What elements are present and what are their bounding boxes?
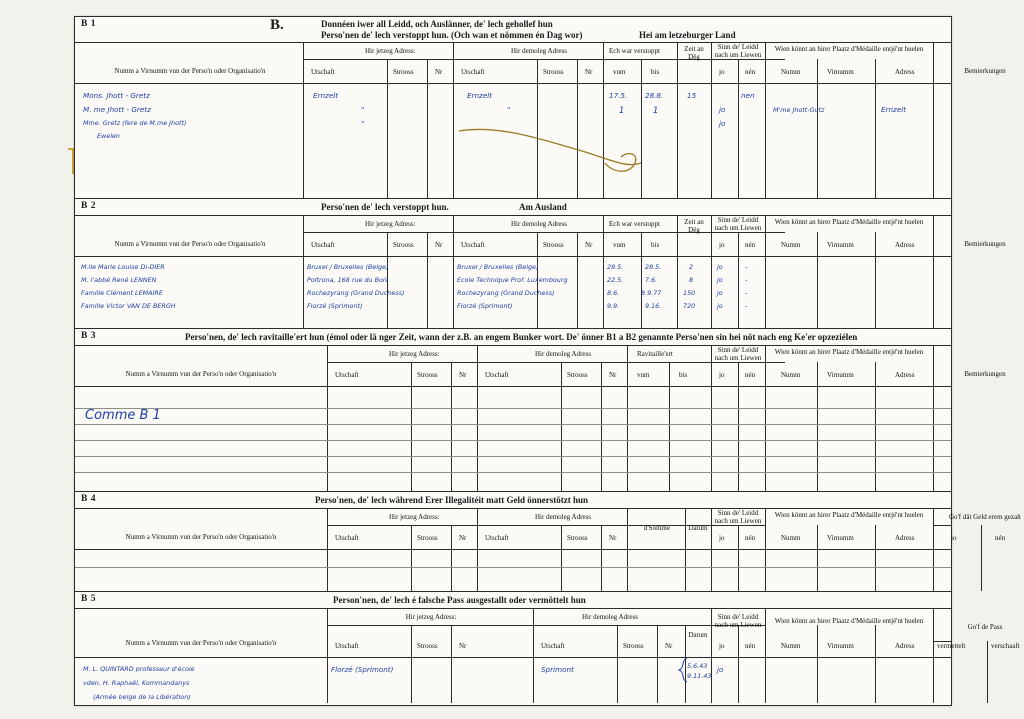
b4-col-sum: d'Somme	[643, 524, 671, 532]
b5-sub-street-2: Strooss	[623, 642, 644, 650]
b3-sub-from: vum	[637, 371, 650, 379]
b2-row2-former: Ecole Technique Prof. Luxembourg	[457, 276, 568, 284]
b2-col-remarks: Bemierkungen	[964, 240, 1006, 248]
b2-sub-street: Strooss	[393, 241, 414, 249]
b2-row2-to: 7.6.	[645, 276, 658, 284]
b5-col-pass-received: Go'f de Pass	[967, 623, 1003, 631]
b5-sub-pass-mediated: vermettelt	[937, 642, 966, 650]
b1-sub-yes: jo	[719, 68, 725, 76]
b2-header	[75, 199, 951, 216]
b2-col-sense: Sinn de' Leidd nach um Liewen	[714, 216, 762, 233]
b5-row1-alive-yes: jo	[717, 665, 724, 674]
b2-row1-former: Bruxel / Bruxelles (Belge)	[457, 263, 539, 271]
b4-table	[75, 509, 1021, 591]
b4-sub-town-2: Utschaft	[485, 534, 509, 542]
b1-row2-name: M. me Jhott - Gretz	[83, 105, 151, 114]
b3-sub-yes: jo	[719, 371, 725, 379]
b4-col-sense: Sinn de' Leidd nach um Liewen	[714, 509, 762, 526]
b5-sub-address: Adress	[895, 642, 915, 650]
b2-row2-from: 22.5.	[607, 276, 624, 284]
b2-col-hidden-when: Ech war verstoppt	[609, 220, 660, 228]
b4-title: Perso'nen, de' lech während Erer Illegalitéit matt Geld önnerstötzt hun	[315, 495, 588, 505]
b2-col-name: Numm a Virnumm vun der Perso'n oder Organisatio'n	[114, 240, 266, 248]
b5-sub-pass-procured: verschaaft	[991, 642, 1020, 650]
b2-sub-street-2: Strooss	[543, 241, 564, 249]
b1-row3-alive-yes: jo	[719, 119, 726, 128]
b2-col-days: Zeit an Dëg	[684, 218, 704, 235]
b5-row1-name: M. L. QUINTARD professeur d'école	[83, 665, 195, 673]
b5-title: Person'nen, de' lech é falsche Pass ausgestallt oder vermöttelt hun	[333, 595, 586, 605]
b4-col-former-address: Hir demoleg Adress	[535, 513, 591, 521]
b2-row1-alive-yes: jo	[717, 263, 723, 271]
b3-col-revitalized: Ravitaille'ert	[637, 350, 673, 358]
b3-col-former-address: Hir demoleg Adress	[535, 350, 591, 358]
b1-col-days: Zeit an Dëg	[684, 45, 704, 62]
b4-col-money-back: Go'f dät Geld erem gezalt	[948, 513, 1021, 521]
b3-col-current-address: Hir jetzeg Adress:	[389, 350, 440, 358]
b1-col-sense: Sinn de' Leidd nach um Liewen	[714, 43, 762, 60]
b1-sub-no: nén	[745, 68, 756, 76]
b3-sub-street-2: Strooss	[567, 371, 588, 379]
block-b1	[75, 17, 1006, 199]
b5-code: B 5	[81, 594, 96, 604]
b4-sub-name: Numm	[781, 534, 801, 542]
b1-row2-from: 1	[619, 105, 625, 115]
form-paper	[74, 16, 1021, 706]
b2-sub-firstname: Virnumm	[827, 241, 854, 249]
b2-row2-current: Poltrona, 168 rue du Bois	[307, 276, 389, 284]
b5-sub-name: Numm	[781, 642, 801, 650]
b3-col-name: Numm a Virnumm vun der Perso'n oder Organisatio'n	[125, 370, 277, 378]
b3-sub-address: Adress	[895, 371, 915, 379]
b1-row1-current-town: Ernzelt	[313, 91, 339, 100]
b2-row4-name: Famille Victor VAN DE BERGH	[81, 302, 176, 310]
b1-code: B 1	[81, 19, 96, 29]
b1-sub-from: vum	[613, 68, 626, 76]
b5-sub-yes: jo	[719, 642, 725, 650]
b1-sub-to: bis	[651, 68, 660, 76]
b2-sub-nr: Nr	[435, 241, 443, 249]
b4-sub-street-2: Strooss	[567, 534, 588, 542]
b5-row1-date1: 5.6.43	[687, 662, 708, 670]
b2-row4-to: 9.16.	[645, 302, 662, 310]
b1-row1-from: 17.5.	[609, 91, 628, 100]
b1-title-line2: Perso'nen de' lech verstoppt hun. (Och wan et nömmen én Dag wor)	[321, 30, 583, 40]
b4-sub-yes: jo	[719, 534, 725, 542]
b1-row3-name: Mme. Gretz (fere de M.me Jhott)	[83, 119, 187, 127]
b2-row1-name: M.lle Marie Louise Di-DIER	[81, 263, 165, 271]
b1-sub-town: Utschaft	[311, 68, 335, 76]
b3-sub-nr: Nr	[459, 371, 467, 379]
b3-sub-street: Strooss	[417, 371, 438, 379]
b2-row4-current: Florzé (Sprimont)	[307, 302, 363, 310]
b3-sub-firstname: Virnumm	[827, 371, 854, 379]
b1-row3-current-town: "	[361, 119, 365, 128]
block-b5	[75, 592, 1020, 704]
b2-sub-name: Numm	[781, 241, 801, 249]
b1-col-name: Numm a Virnumm vun der Perso'n oder Organisatio'n	[114, 67, 266, 75]
b2-row3-name: Famille Clément LEMAIRE	[81, 289, 163, 297]
b4-col-medal: Wien könnt an hirer Plaatz d'Médaille entjé'nt huelen	[774, 511, 924, 519]
b5-col-name: Numm a Virnumm vun der Perso'n oder Organisatio'n	[125, 639, 277, 647]
b1-title-line1: Donnéen iwer all Leidd, och Auslänner, de' lech gehollef hun	[321, 19, 553, 29]
b4-sub-yes-2: jo	[951, 534, 957, 542]
b2-row1-from: 29.5.	[607, 263, 624, 271]
b1-col-current-address: Hir jetzeg Adress:	[365, 47, 416, 55]
b2-row2-remark: -	[745, 276, 748, 284]
b4-col-name: Numm a Virnumm vun der Perso'n oder Organisatio'n	[125, 533, 277, 541]
b4-col-date: Datum	[688, 524, 708, 532]
b1-row2-alive-yes: jo	[719, 105, 726, 114]
b2-sub-nr-2: Nr	[585, 241, 593, 249]
b2-sub-from: vum	[613, 241, 626, 249]
b2-code: B 2	[81, 201, 96, 211]
b3-col-medal: Wien könnt an hirer Plaatz d'Médaille entjé'nt huelen	[774, 348, 924, 356]
b5-row3-name: (Armée belge de la Libération)	[93, 693, 191, 701]
b4-sub-address: Adress	[895, 534, 915, 542]
b1-col-former-address: Hir demoleg Adress	[511, 47, 567, 55]
b1-col-remarks: Bemierkungen	[964, 67, 1006, 75]
b1-sub-street: Strooss	[393, 68, 414, 76]
b4-sub-no: nén	[745, 534, 756, 542]
b4-sub-nr-2: Nr	[609, 534, 617, 542]
b1-col-hidden-when: Ech war verstoppt	[609, 47, 660, 55]
b2-table	[75, 216, 1006, 328]
b2-sub-no: nén	[745, 241, 756, 249]
b3-col-sense: Sinn de' Leidd nach um Liewen	[714, 346, 762, 363]
b2-col-former-address: Hir demoleg Adress	[511, 220, 567, 228]
b3-title: Perso'nen, de' lech ravitaille'ert hun (émol oder lä nger Zeit, wann der z.B. an engem Bunker wort. De' önner B1 a B2 genannte Perso'nen sin hei nöt nach eng Ke'er opzeziélen	[185, 332, 858, 342]
b4-sub-nr: Nr	[459, 534, 467, 542]
b4-col-current-address: Hir jetzeg Adress:	[389, 513, 440, 521]
b3-sub-town: Utschaft	[335, 371, 359, 379]
b1-row4-name: Ewelen	[97, 132, 120, 140]
b5-col-medal: Wien könnt an hirer Plaatz d'Médaille entjé'nt huelen	[774, 617, 924, 625]
b5-header	[75, 592, 951, 609]
b3-sub-to: bis	[679, 371, 688, 379]
b2-row3-former: Rochezyrang (Grand Duchess)	[457, 289, 555, 297]
b2-row3-days: 150	[683, 289, 696, 297]
b4-sub-firstname: Virnumm	[827, 534, 854, 542]
b3-sub-name: Numm	[781, 371, 801, 379]
b2-title-line1: Perso'nen de' lech verstoppt hun.	[321, 202, 449, 212]
b1-sub-name: Numm	[781, 68, 801, 76]
b2-sub-to: bis	[651, 241, 660, 249]
b5-sub-street: Strooss	[417, 642, 438, 650]
b1-big-letter: B.	[270, 17, 284, 33]
b5-table	[75, 609, 1020, 703]
b5-row1-current: Florzé (Sprimont)	[331, 665, 394, 674]
b2-sub-town: Utschaft	[311, 241, 335, 249]
b2-row2-alive-yes: jo	[717, 276, 723, 284]
b3-table	[75, 346, 1006, 491]
b3-header	[75, 329, 951, 346]
block-b3	[75, 329, 1006, 492]
block-b2	[75, 199, 1006, 329]
b2-row4-alive-yes: jo	[717, 302, 723, 310]
b1-title-line2b: Hei am letzeburger Land	[639, 30, 736, 40]
b4-sub-no-2: nén	[995, 534, 1006, 542]
brace-mark	[675, 657, 691, 683]
b2-row3-current: Rochezyrang (Grand Duchess)	[307, 289, 405, 297]
b2-row4-from: 9.9.	[607, 302, 620, 310]
b1-row1-former-town: Ernzelt	[467, 91, 493, 100]
b2-sub-address: Adress	[895, 241, 915, 249]
b2-title-line2: Am Ausland	[519, 202, 567, 212]
b5-col-date: Datum	[688, 631, 708, 639]
block-b4	[75, 492, 1021, 592]
b1-row1-medal-name: M'me Jhott-Gutz	[773, 106, 825, 114]
b5-col-current-address: Hir jetzeg Adress:	[405, 613, 457, 621]
b5-sub-town: Utschaft	[335, 642, 359, 650]
b3-col-remarks: Bemierkungen	[964, 370, 1006, 378]
b1-row2-former-town: "	[507, 105, 511, 114]
b2-row3-alive-yes: jo	[717, 289, 723, 297]
b1-col-medal: Wien könnt an hirer Plaatz d'Médaille entjé'nt huelen	[774, 45, 924, 53]
b5-sub-firstname: Virnumm	[827, 642, 854, 650]
b5-row1-former: Sprimont	[541, 665, 574, 674]
b1-sub-address: Adress	[895, 68, 915, 76]
b5-col-sense: Sinn de' Leidd nach um Liewen	[714, 613, 762, 630]
b1-header	[75, 17, 951, 43]
b1-sub-town-2: Utschaft	[461, 68, 485, 76]
b4-sub-street: Strooss	[417, 534, 438, 542]
b5-sub-nr: Nr	[459, 642, 467, 650]
b1-sub-nr-2: Nr	[585, 68, 593, 76]
b2-row2-days: 8	[689, 276, 694, 284]
b1-table	[75, 43, 1006, 198]
b2-col-medal: Wien könnt an hirer Plaatz d'Médaille entjé'nt huelen	[774, 218, 924, 226]
b2-row1-to: 28.5.	[645, 263, 662, 271]
b3-sub-town-2: Utschaft	[485, 371, 509, 379]
b1-row1-alive-no: nen	[741, 91, 755, 100]
b2-sub-yes: jo	[719, 241, 725, 249]
b2-sub-town-2: Utschaft	[461, 241, 485, 249]
b2-row2-name: M. l'abbé René LENNEN	[81, 276, 157, 284]
b2-row1-remark: -	[745, 263, 748, 271]
b5-row2-name: vden. H. Raphaël, Kommandanys	[83, 679, 190, 687]
b1-sub-nr: Nr	[435, 68, 443, 76]
b2-row4-remark: -	[745, 302, 748, 310]
b3-row1-name: Comme B 1	[85, 408, 161, 423]
b2-col-current-address: Hir jetzeg Adress:	[365, 220, 416, 228]
b3-sub-no: nén	[745, 371, 756, 379]
b1-row1-medal-address: Ernzelt	[881, 105, 907, 114]
b5-sub-no: nén	[745, 642, 756, 650]
b1-sub-street-2: Strooss	[543, 68, 564, 76]
b4-code: B 4	[81, 494, 96, 504]
b2-row1-days: 2	[689, 263, 694, 271]
b5-col-former-address: Hir demoleg Adress	[582, 613, 638, 621]
b2-row1-current: Bruxel / Bruxelles (Belge)	[307, 263, 389, 271]
b1-row1-name: Mons. Jhott - Gretz	[83, 91, 150, 100]
b2-row3-to: 8.9.77	[641, 289, 662, 297]
b2-row4-days: 720	[683, 302, 696, 310]
b5-sub-town-2: Utschaft	[541, 642, 565, 650]
b1-row2-current-town: "	[361, 105, 365, 114]
b1-sub-firstname: Virnumm	[827, 68, 854, 76]
b2-row3-from: 8.6.	[607, 289, 620, 297]
b1-row1-to: 28.8.	[645, 91, 664, 100]
b2-row3-remark: -	[745, 289, 748, 297]
b1-row1-days: 15	[687, 91, 697, 100]
pencil-scribble	[455, 123, 655, 179]
b3-sub-nr-2: Nr	[609, 371, 617, 379]
b4-header	[75, 492, 951, 509]
b4-sub-town: Utschaft	[335, 534, 359, 542]
b3-code: B 3	[81, 331, 96, 341]
b1-row2-to: 1	[653, 105, 659, 115]
b5-sub-nr-2: Nr	[665, 642, 673, 650]
b5-row1-date2: 9.11.43	[687, 672, 712, 680]
b2-row4-former: Florzé (Sprimont)	[457, 302, 513, 310]
